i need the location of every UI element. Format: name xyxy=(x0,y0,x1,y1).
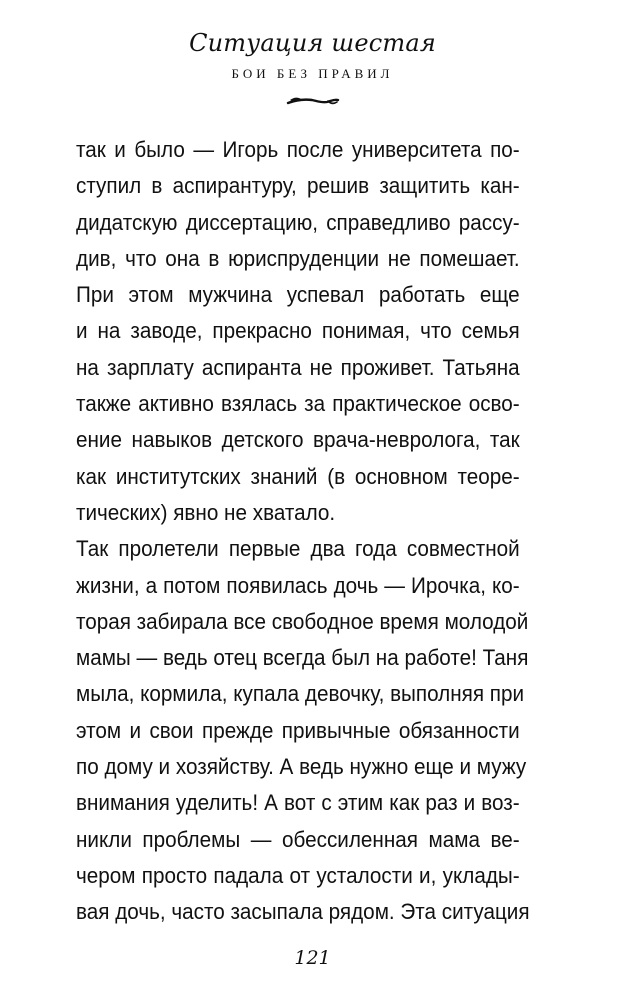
text-line: Так пролетели первые два года совместной xyxy=(76,536,520,562)
text-line: ение навыков детского врача-невролога, так xyxy=(76,427,520,453)
text-line: мыла, кормила, купала девочку, выполняя при xyxy=(76,681,525,707)
text-line: жизни, а потом появилась дочь — Ирочка, ко- xyxy=(76,572,520,598)
text-line: ступил в аспирантуру, решив защитить кан- xyxy=(76,173,520,199)
text-line: внимания уделить! А вот с этим как раз и воз- xyxy=(76,790,520,816)
text-line: также активно взялась за практическое осво- xyxy=(76,391,520,417)
paragraph xyxy=(76,531,530,930)
chapter-subtitle: БОИ БЕЗ ПРАВИЛ xyxy=(231,66,394,81)
paragraph xyxy=(76,132,520,531)
text-line: дидатскую диссертацию, справедливо рассу- xyxy=(76,209,520,235)
text-line: по дому и хозяйству. А ведь нужно еще и мужу xyxy=(76,754,527,780)
text-line: этом и свои прежде привычные обязанности xyxy=(76,717,520,743)
text-line: див, что она в юриспруденции не помешает. xyxy=(76,245,520,271)
text-line: торая забирала все свободное время молодой xyxy=(76,608,529,634)
ornament-swash-icon xyxy=(286,92,340,108)
text-line: чером просто падала от усталости и, уклады- xyxy=(76,862,520,888)
text-line: как институтских знаний (в основном теоре- xyxy=(76,463,520,489)
text-line: При этом мужчина успевал работать еще xyxy=(76,282,520,308)
text-line: мамы — ведь отец всегда был на работе! Таня xyxy=(76,645,529,671)
chapter-title: Ситуация шестая xyxy=(189,29,436,57)
text-line: так и было — Игорь после университета по- xyxy=(76,137,520,162)
page-number: 121 xyxy=(294,947,331,969)
text-line: тических) явно не хватало. xyxy=(76,499,336,525)
running-header xyxy=(0,28,625,108)
text-line: вая дочь, часто засыпала рядом. Эта ситуация xyxy=(76,899,530,925)
text-line: и на заводе, прекрасно понимая, что семья xyxy=(76,318,520,344)
body-text xyxy=(76,132,530,931)
text-line: никли проблемы — обессиленная мама ве- xyxy=(76,826,520,852)
text-line: на зарплату аспиранта не проживет. Татьяна xyxy=(76,354,520,380)
